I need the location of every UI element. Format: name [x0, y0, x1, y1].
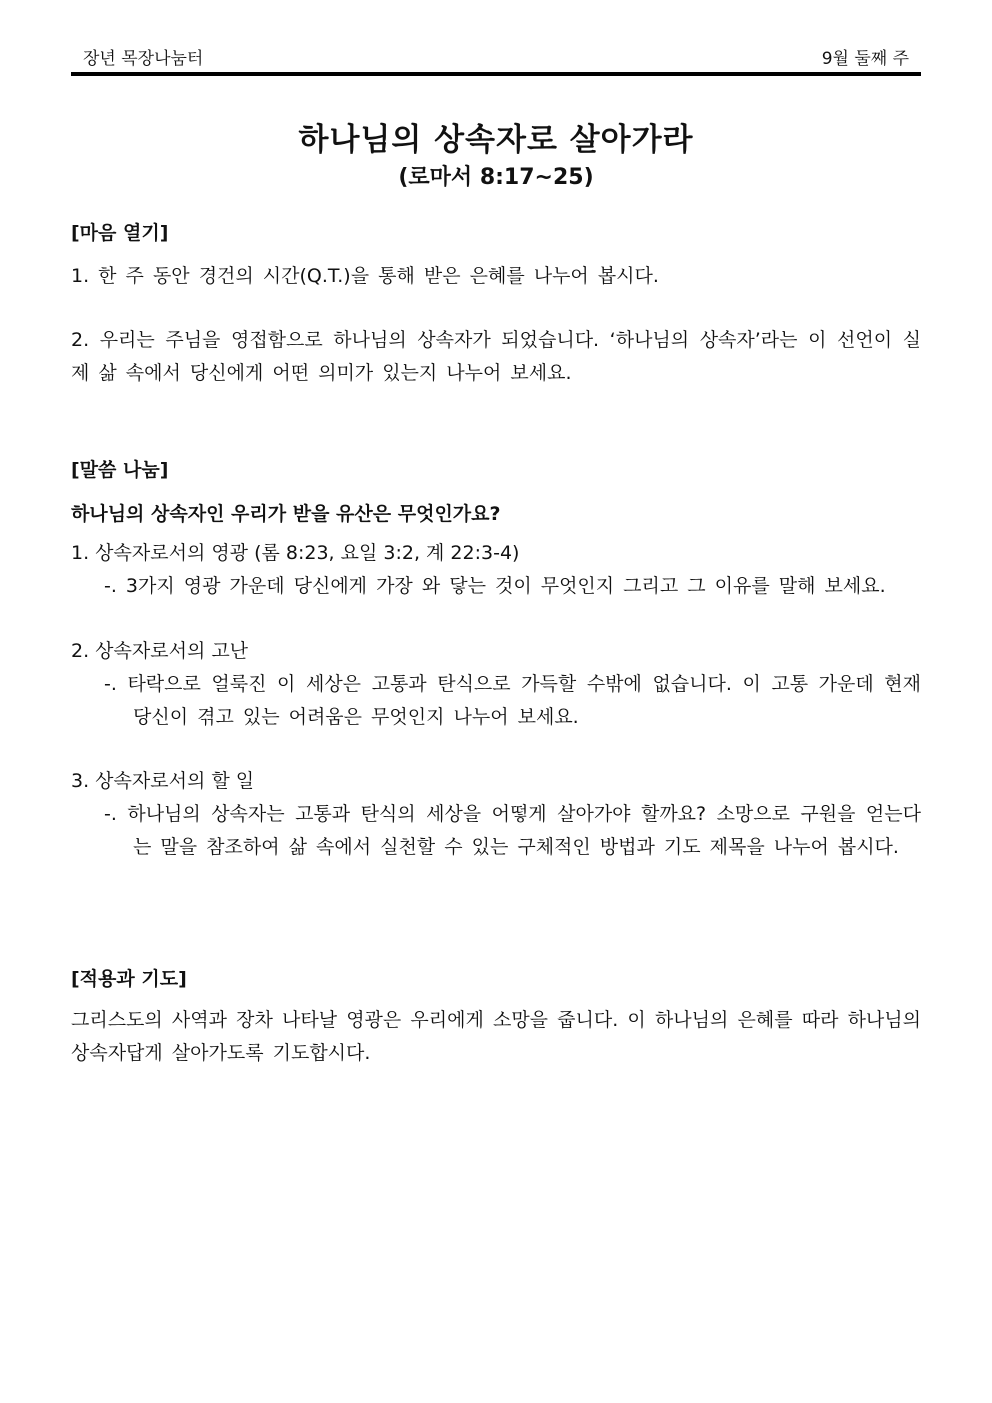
item-detail-2: -. 타락으로 얼룩진 이 세상은 고통과 탄식으로 가득할 수밖에 없습니다. 이 고통 가운데 현재 당신이 겪고 있는 어려움은 무엇인지 나누어 보세요.	[104, 673, 921, 728]
section-heading-application: [적용과 기도]	[71, 968, 187, 990]
opening-question-2: 2. 우리는 주님을 영접함으로 하나님의 상속자가 되었습니다. ‘하나님의 상속자’라는 이 선언이 실제 삶 속에서 당신에게 어떤 의미가 있는지 나누어 보세요.	[71, 329, 921, 384]
section-heading-opening: [마음 열기]	[71, 222, 169, 244]
scripture-reference: (로마서 8:17~25)	[398, 165, 594, 190]
section-heading-word: [말씀 나눔]	[71, 459, 169, 481]
item-detail-3: -. 하나님의 상속자는 고통과 탄식의 세상을 어떻게 살아가야 할까요? 소망으로 구원을 얻는다는 말을 참조하여 삶 속에서 실천할 수 있는 구체적인 방법과 기도 제목을 나누어 봅시다.	[104, 803, 921, 858]
item-detail-1: -. 3가지 영광 가운데 당신에게 가장 와 닿는 것이 무엇인지 그리고 그 이유를 말해 보세요.	[104, 575, 886, 597]
item-title-1: 1. 상속자로서의 영광 (롬 8:23, 요일 3:2, 계 22:3-4)	[71, 542, 520, 564]
header-group-name: 장년 목장나눔터	[83, 49, 204, 69]
document-title: 하나님의 상속자로 살아가라	[298, 122, 694, 158]
opening-question-1: 1. 한 주 동안 경건의 시간(Q.T.)을 통해 받은 은혜를 나누어 봅시다.	[71, 265, 659, 287]
page-header	[71, 38, 921, 76]
header-week: 9월 둘째 주	[821, 49, 909, 69]
item-title-3: 3. 상속자로서의 할 일	[71, 770, 255, 792]
item-title-2: 2. 상속자로서의 고난	[71, 640, 249, 662]
application-text: 그리스도의 사역과 장차 나타날 영광은 우리에게 소망을 줍니다. 이 하나님의 은혜를 따라 하나님의 상속자답게 살아가도록 기도합시다.	[71, 1009, 921, 1064]
main-question: 하나님의 상속자인 우리가 받을 유산은 무엇인가요?	[71, 503, 501, 525]
